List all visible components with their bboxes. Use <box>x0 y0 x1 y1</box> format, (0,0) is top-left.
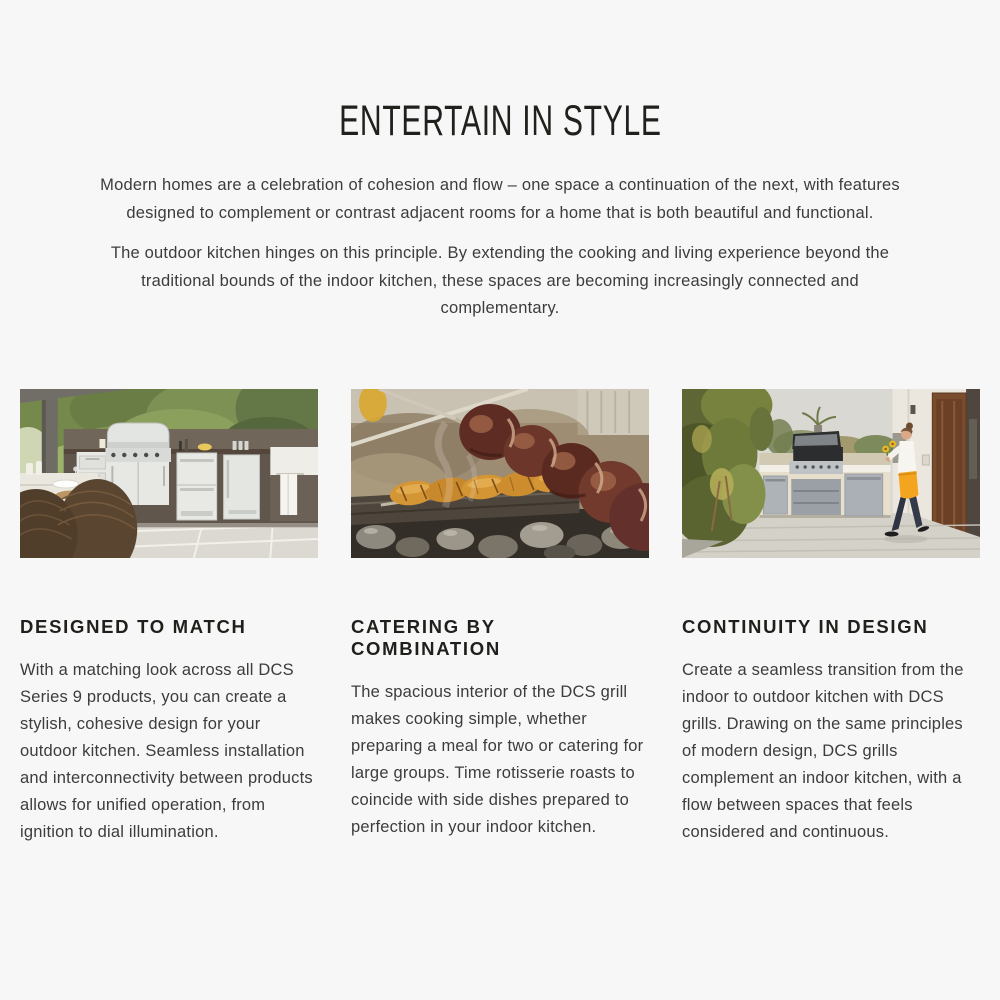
indoor-outdoor-illustration <box>682 389 980 558</box>
intro-paragraph-2: The outdoor kitchen hinges on this principle. By extending the cooking and living experience beyond the traditional bounds of the indoor kitchen, these spaces are becoming increasingly connected and complementary. <box>110 244 890 317</box>
card-heading-catering-by-combination: CATERING BY COMBINATION <box>351 615 501 659</box>
card-continuity-in-design <box>682 389 980 846</box>
section-title-text: ENTERTAIN IN STYLE <box>338 97 662 145</box>
outdoor-kitchen-matching-photo <box>20 389 318 558</box>
indoor-outdoor-transition-photo <box>682 389 980 558</box>
section-title <box>0 0 1000 146</box>
rotisserie-grill-photo <box>351 389 649 558</box>
card-heading-continuity-in-design: CONTINUITY IN DESIGN <box>682 615 929 637</box>
feature-cards-row <box>0 389 1000 846</box>
outdoor-kitchen-illustration <box>20 389 318 558</box>
intro-paragraph-1: Modern homes are a celebration of cohesion and flow – one space a continuation of the next, with features designed to complement or contrast adjacent rooms for a home that is both beautiful and functional. <box>100 176 900 222</box>
card-body-designed-to-match: With a matching look across all DCS Series 9 products, you can create a stylish, cohesive design for your outdoor kitchen. Seamless installation and interconnectivity between products allows for unified operation, from ignition to dial illumination. <box>20 660 313 841</box>
card-heading-designed-to-match: DESIGNED TO MATCH <box>20 615 247 637</box>
card-catering-by-combination <box>351 389 649 846</box>
card-body-continuity-in-design: Create a seamless transition from the indoor to outdoor kitchen with DCS grills. Drawing on the same principles of modern design, DCS grills complement an indoor kitchen, with a flow between spaces that feels considered and continuous. <box>682 660 964 841</box>
rotisserie-illustration <box>351 389 649 558</box>
card-designed-to-match <box>20 389 318 846</box>
card-body-catering-by-combination: The spacious interior of the DCS grill makes cooking simple, whether preparing a meal for two or catering for large groups. Time rotisserie roasts to coincide with side dishes prepared to perfection in your indoor kitchen. <box>351 682 644 836</box>
